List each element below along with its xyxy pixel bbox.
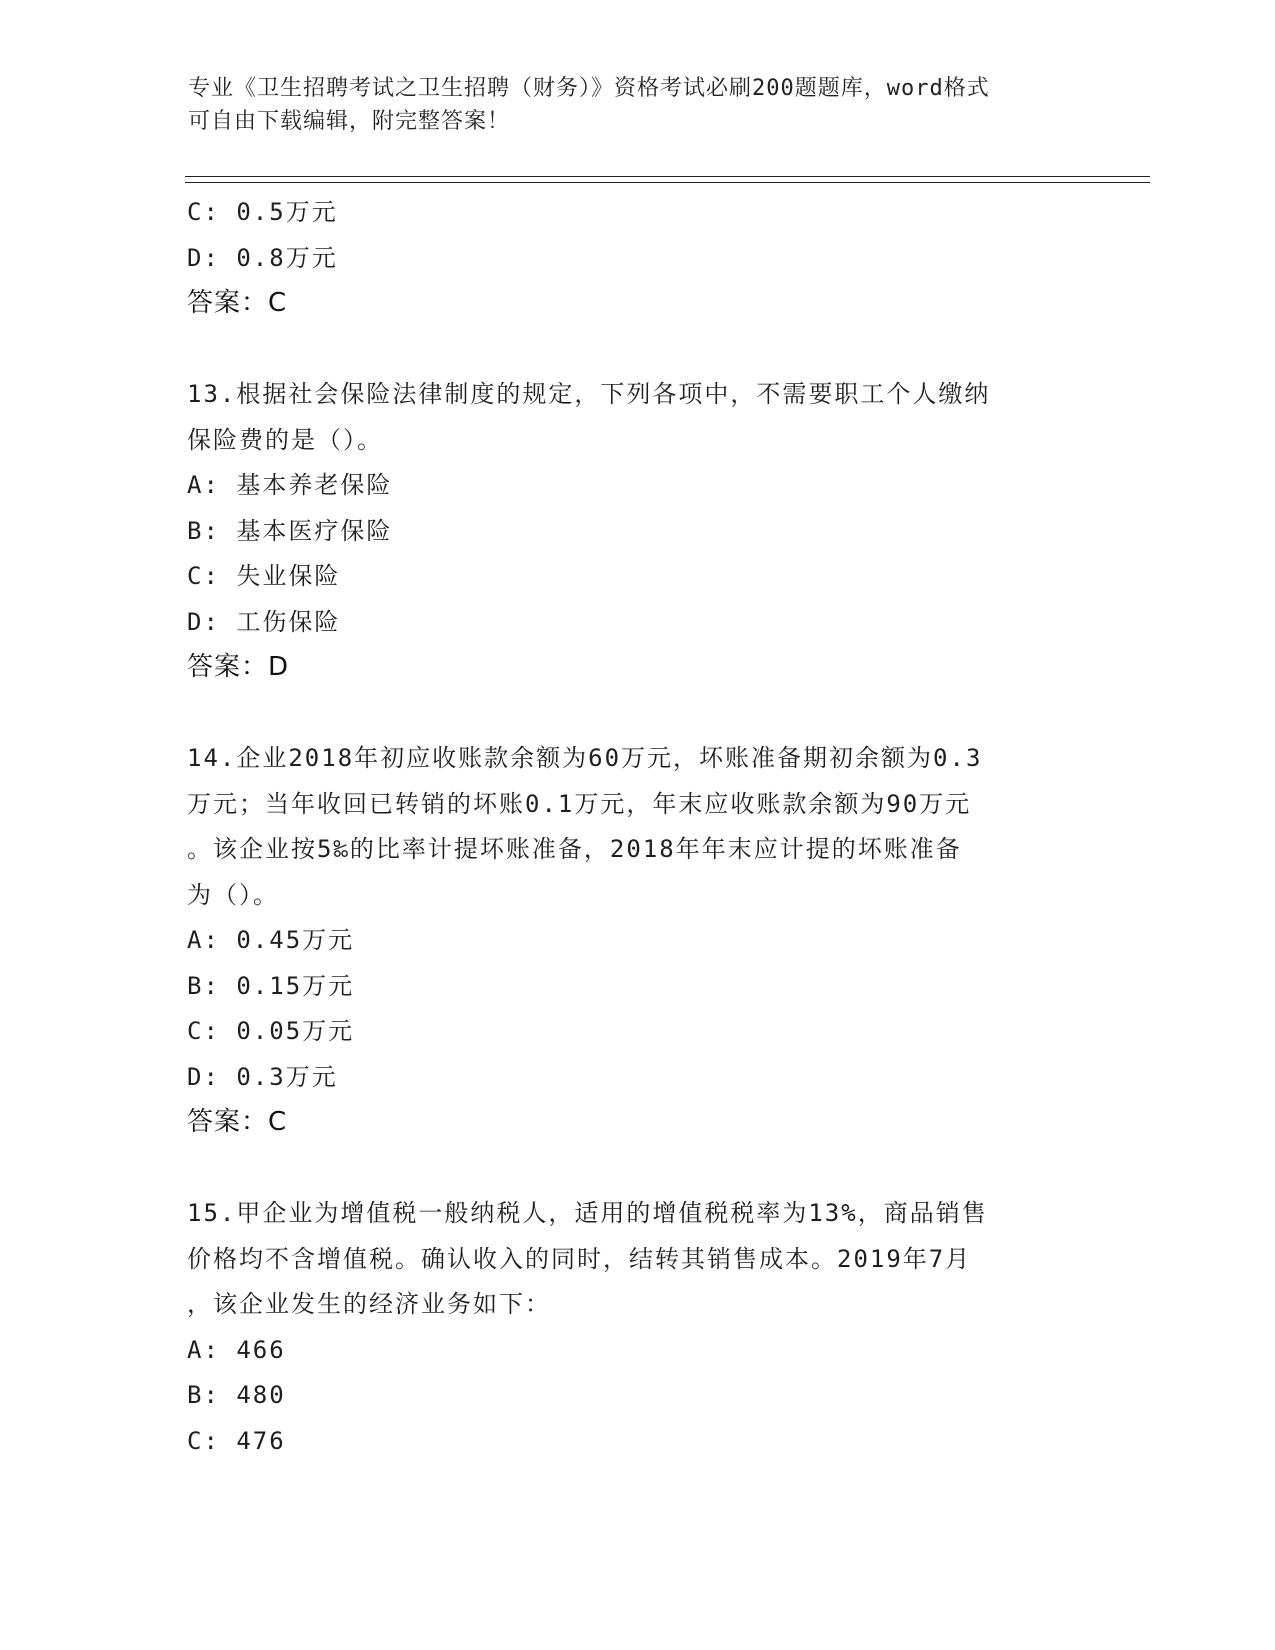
question-13	[187, 372, 1067, 691]
option-c: C: 失业保险	[187, 562, 341, 590]
question-14	[187, 736, 1067, 1146]
option-d: D: 0.8万元	[187, 243, 338, 272]
option-b: B: 0.15万元	[187, 971, 355, 1000]
option-d: D: 0.3万元	[187, 1062, 338, 1091]
question-stem-line: ，该企业发生的经济业务如下：	[187, 1290, 551, 1318]
question-stem-line: 保险费的是（）。	[187, 425, 383, 454]
header-line-1: 专业《卫生招聘考试之卫生招聘（财务）》资格考试必刷200题题库，word格式	[188, 76, 990, 101]
option-c: C: 0.05万元	[187, 1017, 355, 1045]
option-b: B: 480	[187, 1381, 286, 1409]
question-15	[187, 1191, 1067, 1464]
question-stem-line: 万元；当年收回已转销的坏账0.1万元，年末应收账款余额为90万元	[187, 789, 972, 818]
question-12-tail	[187, 190, 1067, 327]
answer-line: 答案：D	[187, 652, 290, 682]
header-rule-top	[185, 176, 1150, 177]
question-stem-line: 为（）。	[187, 880, 279, 909]
question-stem-line: 15.甲企业为增值税一般纳税人，适用的增值税税率为13%，商品销售	[187, 1199, 988, 1227]
answer-line: 答案：C	[187, 1107, 288, 1137]
question-stem-line: 13.根据社会保险法律制度的规定，下列各项中，不需要职工个人缴纳	[187, 380, 991, 408]
document-header	[188, 72, 1068, 138]
option-c: C: 0.5万元	[187, 198, 338, 226]
answer-line: 答案：C	[187, 288, 288, 318]
header-line-2: 可自由下载编辑，附完整答案！	[188, 109, 511, 134]
spacer	[187, 691, 1067, 737]
question-stem-line: 价格均不含增值税。确认收入的同时，结转其销售成本。2019年7月	[187, 1244, 972, 1273]
spacer	[187, 327, 1067, 373]
option-b: B: 基本医疗保险	[187, 516, 393, 545]
option-a: A: 466	[187, 1335, 286, 1364]
question-stem-line: 14.企业2018年初应收账款余额为60万元，坏账准备期初余额为0.3	[187, 744, 983, 772]
option-d: D: 工伤保险	[187, 607, 341, 636]
option-a: A: 0.45万元	[187, 926, 355, 954]
option-c: C: 476	[187, 1426, 286, 1455]
document-body	[187, 190, 1067, 1464]
option-a: A: 基本养老保险	[187, 471, 393, 499]
question-stem-line: 。该企业按5‰的比率计提坏账准备，2018年年末应计提的坏账准备	[187, 835, 962, 863]
spacer	[187, 1146, 1067, 1192]
header-rule-bottom	[185, 182, 1150, 183]
